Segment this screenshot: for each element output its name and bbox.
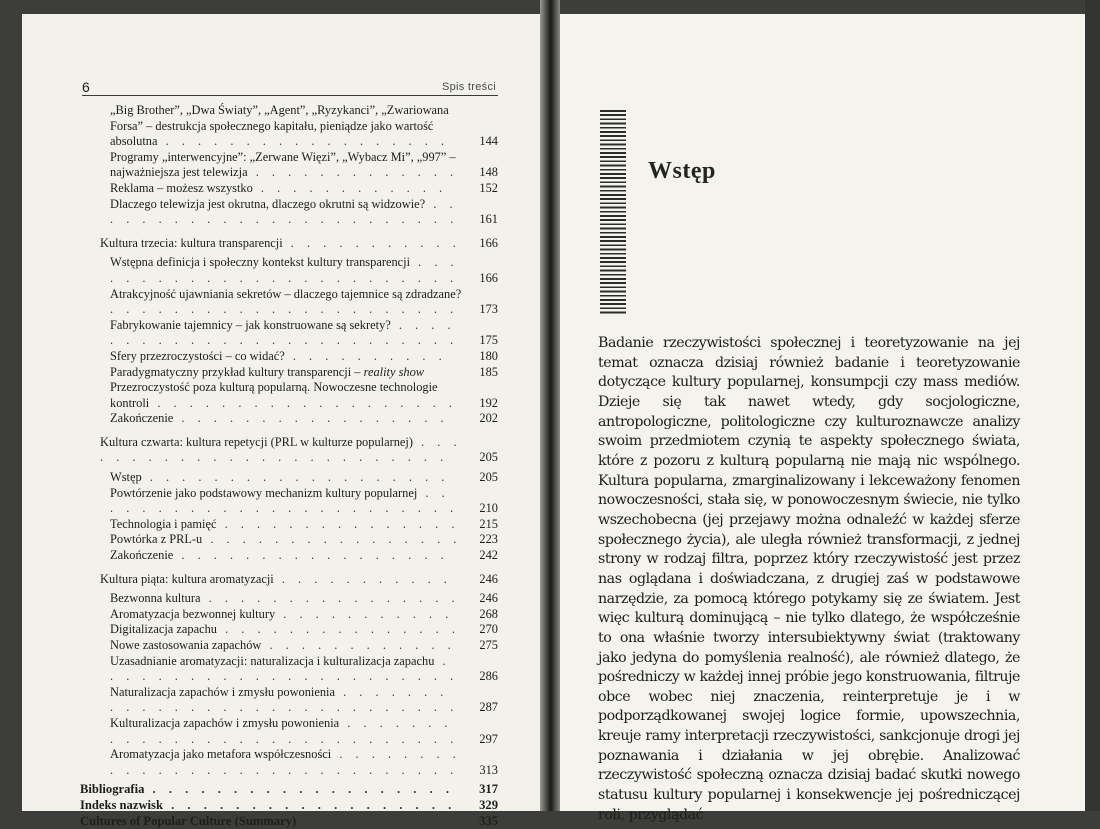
toc-entry-title: Zakończenie . . . . . . . . . . . . . . . . . bbox=[110, 548, 449, 563]
toc-leader-dots: . . . . . . . . . . . . . . . . . . . bbox=[141, 470, 450, 485]
toc-page-number: 144 bbox=[479, 134, 498, 149]
page-header bbox=[82, 79, 498, 96]
toc-page-number: 313 bbox=[479, 762, 498, 777]
toc-page-number: 166 bbox=[479, 270, 498, 285]
toc-leader-dots: . . . . . . . . . . . . . . . . . . . . . . . . . bbox=[100, 434, 462, 465]
toc-page-number: 210 bbox=[479, 501, 498, 516]
toc-entry-title: Aromatyzacja bezwonnej kultury . . . . . . . . . . . bbox=[110, 606, 454, 621]
toc-page-number: 223 bbox=[479, 532, 498, 547]
toc-page-number: 242 bbox=[479, 548, 498, 563]
toc-page-number: 166 bbox=[479, 235, 498, 250]
toc-leader-dots: . . . . . . . . . . . bbox=[273, 571, 452, 586]
toc-entry-title: „Big Brother”, „Dwa Światy”, „Agent”, „Ryzykanci”, „Zwariowana Forsa” – destrukcja społecznego kapitału, pieniądze jako wartość absolutna . . . . . . . . . . . . . . . . . . bbox=[110, 103, 450, 149]
toc-entry-title: Przezroczystość poza kulturą popularną. Nowoczesne technologie kontroli . . . . . . . . . . . . . . . . . . . bbox=[110, 380, 457, 410]
toc-page-number: 317 bbox=[479, 782, 498, 797]
toc-entry-title: Technologia i pamięć . . . . . . . . . . . . . . . bbox=[110, 516, 460, 531]
toc-leader-dots: . . . . . . . . . . bbox=[284, 348, 447, 363]
toc-page-number: 275 bbox=[479, 638, 498, 652]
toc-entry-title: Wstęp . . . . . . . . . . . . . . . . . . . bbox=[110, 470, 450, 485]
toc-leader-dots: . . . . . . . . . . . . . . . . . . . . . . . . . . . . . bbox=[110, 715, 459, 746]
toc-page-number: 185 bbox=[479, 364, 498, 379]
toc-entry bbox=[80, 287, 498, 318]
toc-entry-title: Kultura trzecia: kultura transparencji . . . . . . . . . . . bbox=[100, 235, 461, 250]
toc-leader-dots: . . . . . . . . . . . . . . . . . . bbox=[162, 797, 457, 812]
toc-entry-title: Bezwonna kultura . . . . . . . . . . . . . . . . bbox=[110, 591, 460, 606]
toc-entry bbox=[80, 181, 498, 197]
book-spine bbox=[540, 0, 560, 811]
toc-entry-title: Fabrykowanie tajemnicy – jak konstruowane są sekrety? . . . . . . . . . . . . . . . . . . . . . . . . . . bbox=[110, 317, 459, 348]
toc-entry-title: Programy „interwencyjne”: „Zerwane Więzi”, „Wybacz Mi”, „997” – najważniejsza jest telewizja . . . . . . . . . . . . . bbox=[110, 149, 459, 180]
toc-entry-title: Digitalizacja zapachu . . . . . . . . . . . . . . . bbox=[110, 622, 460, 637]
toc-entry bbox=[80, 150, 498, 181]
toc-leader-dots: . . . . . . . . . . . . . . . bbox=[216, 516, 460, 531]
toc-entry-title: Wstępna definicja i społeczny kontekst kultury transparencji . . . . . . . . . . . . . . . . . . . . . . . . . bbox=[110, 255, 459, 285]
toc-entry bbox=[80, 607, 498, 623]
toc-entry bbox=[80, 255, 498, 286]
toc-leader-dots: . . . . . . . . . . . . . . . . . . . . . . . . . bbox=[110, 255, 459, 285]
background-edge bbox=[1085, 0, 1100, 811]
body-paragraph: Badanie rzeczywistości społecznej i teoretyzowanie na jej temat oznacza dzisiaj również badanie i teoretyzowanie dotyczące kultury popularnej, konsumpcji czy mass mediów. Dzieje się tak nawet wtedy, gdy socjologiczne, antropologiczne, politologiczne czy kulturoznawcze analizy swoim przedmiotem czynią te aspekty społecznego świata, które z pozoru z kulturą popularną nie mają nic wspólnego. Kultura popularna, zmarginalizowany i lekceważony fenomen nowoczesności, stała się, w ponowoczesnym świecie, nie tylko wszechobecna (jej przejawy można odnaleźć w każdej sferze społecznego życia), ale uległa również transformacji, z jednej strony w rodzaj filtra, poprzez który rzeczywistość jest przez nas oglądana i doświadczana, z drugiej zaś w podstawowe narzędzie, za pomocą którego potykamy się ze światem. Jest więc kulturą dominującą – nie tylko dlatego, że współcześnie to ona właśnie tworzy intersubiektywny świat (traktowany jako jedyna do pomyślenia realność), ale również dlatego, że pośredniczy w każdej innej próbie jego konstruowania, filtruje obce wobec niej znaczenia, reinterpretuje je i w podporządkowanej swojej logice formie, upowszechnia, kreuje ramy interpretacji rzeczywistości, sankcjonuje drogi jej poznawania i działania w jej obrębie. Analizować rzeczywistość społeczną oznacza dzisiaj badać skutki nowego statusu kultury popularnej i konsekwencje jej pośredniczącej roli, przyglądać bbox=[598, 335, 1020, 823]
toc-page-number: 270 bbox=[479, 622, 498, 637]
toc-page-number: 152 bbox=[479, 180, 498, 195]
toc-page-number: 205 bbox=[479, 470, 498, 485]
toc-entry bbox=[80, 365, 498, 381]
toc-leader-dots: . . . . . . . . . . . . . . . . . . . bbox=[149, 395, 457, 410]
toc-entry bbox=[80, 470, 498, 486]
toc-entry bbox=[80, 548, 498, 564]
toc-entry-title: Nowe zastosowania zapachów . . . . . . . . . . . . bbox=[110, 638, 456, 652]
decorative-stripes bbox=[600, 110, 626, 316]
toc-page-number: 192 bbox=[479, 395, 498, 410]
toc-page-number: 287 bbox=[479, 700, 498, 715]
toc-entry bbox=[80, 435, 498, 466]
toc-leader-dots: . . . . . . . . . . . . . . . . bbox=[202, 532, 462, 547]
toc-entry-italic: reality show bbox=[363, 364, 425, 379]
toc-entry-title: Paradygmatyczny przykład kultury transparencji – reality show bbox=[110, 364, 425, 379]
toc-entry-title: Bibliografia . . . . . . . . . . . . . . . . . . . bbox=[80, 782, 455, 797]
left-page bbox=[22, 14, 540, 828]
toc-entry-title: Naturalizacja zapachów i zmysłu powonienia . . . . . . . . . . . . . . . . . . . . . . . . . . . . . bbox=[110, 684, 459, 715]
toc-leader-dots: . . . . . . . . . . . . . . . . . . . . . . . . . . bbox=[110, 317, 459, 348]
toc-page-number: 268 bbox=[479, 606, 498, 621]
toc-entry bbox=[80, 380, 498, 411]
toc-entry-title: Zakończenie . . . . . . . . . . . . . . . . . bbox=[110, 411, 449, 426]
page-number: 6 bbox=[82, 79, 90, 95]
toc-page-number: 215 bbox=[479, 516, 498, 531]
toc-entry bbox=[80, 622, 498, 638]
toc-entry bbox=[80, 654, 498, 685]
toc-entry bbox=[80, 782, 498, 798]
toc-leader-dots: . . . . . . . . . . . . . bbox=[247, 165, 459, 180]
toc-page-number: 205 bbox=[479, 450, 498, 465]
toc-leader-dots: . . . . . . . . . . bbox=[296, 813, 460, 828]
toc-leader-dots: . . . . . . . . . . . . . . . . . bbox=[173, 548, 449, 563]
toc-entry-title: Reklama – możesz wszystko . . . . . . . . . . . . bbox=[110, 180, 448, 195]
toc-entry-title: Powtórzenie jako podstawowy mechanizm kultury popularnej . . . . . . . . . . . . . . . . . . . . . . . . bbox=[110, 485, 459, 516]
toc-entry bbox=[80, 638, 498, 654]
toc-page-number: 286 bbox=[479, 669, 498, 684]
toc-leader-dots: . . . . . . . . . . . . . . . . . . . . . . bbox=[110, 302, 459, 317]
toc-entry bbox=[80, 814, 498, 829]
toc-entry-title: Kultura piąta: kultura aromatyzacji . . . . . . . . . . . bbox=[100, 571, 452, 586]
toc-entry bbox=[80, 685, 498, 716]
toc-entry-title: Atrakcyjność ujawniania sekretów – dlaczego tajemnice są zdradzane? . . . . . . . . . . . . . . . . . . . . . . bbox=[110, 286, 462, 317]
toc-entry-title: Kulturalizacja zapachów i zmysłu powonienia . . . . . . . . . . . . . . . . . . . . . . . . . . . . . bbox=[110, 715, 459, 746]
toc-leader-dots: . . . . . . . . . . . . . . . . . . . . . . . . bbox=[110, 485, 459, 516]
toc-entry bbox=[80, 318, 498, 349]
toc-page-number: 148 bbox=[479, 165, 498, 180]
toc-entry-title: Indeks nazwisk . . . . . . . . . . . . . . . . . . bbox=[80, 797, 457, 812]
toc-entry bbox=[80, 716, 498, 747]
toc-leader-dots: . . . . . . . . . . . bbox=[282, 235, 461, 250]
toc-entry bbox=[80, 486, 498, 517]
right-page bbox=[560, 14, 1085, 823]
toc-leader-dots: . . . . . . . . . . . . . . . . bbox=[200, 591, 460, 606]
toc-page-number: 173 bbox=[479, 302, 498, 317]
toc-leader-dots: . . . . . . . . . . . . . . . . . . . bbox=[144, 782, 455, 797]
toc-leader-dots: . . . . . . . . . . . . bbox=[261, 638, 456, 652]
toc-entry bbox=[80, 572, 498, 588]
running-title: Spis treści bbox=[441, 81, 496, 93]
toc-entry-title: Powtórka z PRL-u . . . . . . . . . . . . . . . . bbox=[110, 532, 462, 547]
toc-entry bbox=[80, 197, 498, 228]
toc-leader-dots: . . . . . . . . . . . . . . . . . . . . . . . . bbox=[110, 196, 459, 227]
toc-entry bbox=[80, 517, 498, 533]
toc-entry bbox=[80, 798, 498, 814]
toc-leader-dots: . . . . . . . . . . . . . . . . . bbox=[173, 411, 449, 426]
toc-page-number: 180 bbox=[479, 348, 498, 363]
toc-page-number: 202 bbox=[479, 411, 498, 426]
toc-entry bbox=[80, 103, 498, 150]
toc-leader-dots: . . . . . . . . . . . . . . . . . . . . . . . bbox=[110, 653, 459, 684]
toc-leader-dots: . . . . . . . . . . . . bbox=[252, 180, 448, 195]
toc-entry-title: Kultura czwarta: kultura repetycji (PRL w kulturze popularnej) . . . . . . . . . . . . . . . . . . . . . . . . . bbox=[100, 434, 462, 465]
toc-entry-title: Sfery przezroczystości – co widać? . . . . . . . . . . bbox=[110, 348, 447, 363]
toc-entry-title: Dlaczego telewizja jest okrutna, dlaczego okrutni są widzowie? . . . . . . . . . . . . . . . . . . . . . . . . bbox=[110, 196, 459, 227]
toc-page-number: 175 bbox=[479, 333, 498, 348]
toc-leader-dots: . . . . . . . . . . . . . . . . . . bbox=[157, 134, 450, 149]
toc-page-number: 335 bbox=[479, 813, 498, 828]
toc-entry bbox=[80, 532, 498, 548]
toc-leader-dots: . . . . . . . . . . . . . . . . . . . . . . . . . . . . . . bbox=[110, 747, 461, 777]
table-of-contents bbox=[80, 103, 498, 829]
toc-entry bbox=[80, 411, 498, 427]
toc-entry-title: Aromatyzacja jako metafora współczesności . . . . . . . . . . . . . . . . . . . . . . . . . . . . . . bbox=[110, 747, 461, 777]
toc-entry-title: Uzasadnianie aromatyzacji: naturalizacja i kulturalizacja zapachu . . . . . . . . . . . . . . . . . . . . . . . bbox=[110, 653, 459, 684]
toc-page-number: 246 bbox=[479, 571, 498, 586]
toc-page-number: 161 bbox=[479, 212, 498, 227]
toc-entry-title: Cultures of Popular Culture (Summary) . . . . . . . . . . bbox=[80, 813, 460, 828]
toc-leader-dots: . . . . . . . . . . . . . . . . . . . . . . . . . . . . . bbox=[110, 684, 459, 715]
toc-page-number: 297 bbox=[479, 731, 498, 746]
toc-leader-dots: . . . . . . . . . . . bbox=[275, 606, 454, 621]
chapter-title: Wstęp bbox=[648, 158, 716, 184]
toc-entry bbox=[80, 236, 498, 252]
toc-leader-dots: . . . . . . . . . . . . . . . bbox=[216, 622, 460, 637]
toc-page-number: 329 bbox=[479, 797, 498, 812]
toc-entry bbox=[80, 349, 498, 365]
toc-entry bbox=[80, 747, 498, 778]
toc-entry bbox=[80, 591, 498, 607]
toc-page-number: 246 bbox=[479, 591, 498, 606]
